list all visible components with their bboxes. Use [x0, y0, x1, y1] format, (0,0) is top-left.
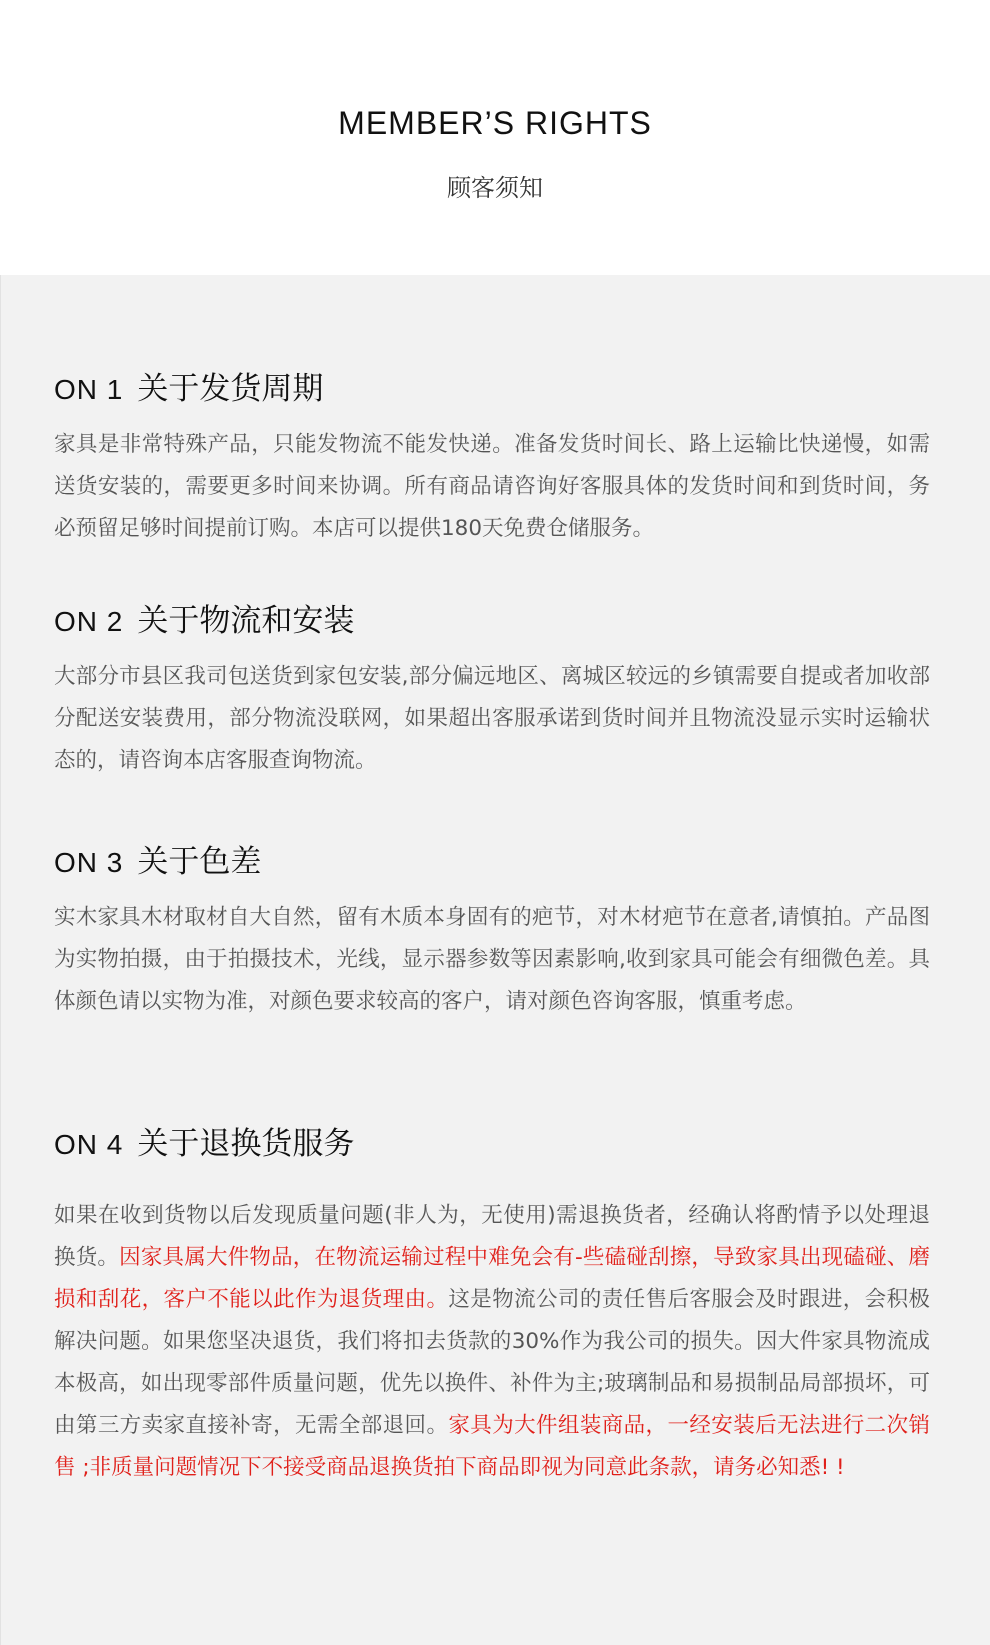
section-body: 实木家具木材取材自大自然，留有木质本身固有的疤节，对木材疤节在意者,请慎拍。产品图为实物拍摄，由于拍摄技术，光线，显示器参数等因素影响,收到家具可能会有细微色差。具体颜色请以实物为准，对颜色要求较高的客户，请对颜色咨询客服，慎重考虑。: [54, 905, 930, 1014]
section-number: ON 4: [54, 1129, 124, 1160]
section-title: 关于发货周期: [137, 371, 324, 407]
notice-panel: [0, 275, 990, 1645]
page-header: [0, 0, 990, 275]
body-text: 这是物流公司的责任售后客服会及时跟进，会积极解决问题。如果您坚决退货，我们将扣去货款的30%作为我公司的损失。因大件家具物流成本极高，如出现零部件质量问题，优先以换件、补件为主;玻璃制品和易损制品局部损坏，可由第三方卖家直接补寄，无需全部退回。: [54, 1287, 930, 1438]
section-number: ON 3: [54, 847, 124, 878]
section-body: [54, 1195, 930, 1489]
section-title: 关于色差: [137, 844, 262, 880]
section-number: ON 1: [54, 374, 124, 405]
section-heading: [54, 836, 934, 881]
section-heading: [54, 1118, 934, 1163]
body-text: 如果在收到货物以后发现质量问题(非人为，无使用)需退换货者，经确认将酌情予以处理退换货。: [54, 1203, 930, 1270]
highlighted-notice: 因家具属大件物品，在物流运输过程中难免会有-些磕碰刮擦，导致家具出现磕碰、磨损和刮花，客户不能以此作为退货理由。: [54, 1245, 930, 1312]
section-body: 家具是非常特殊产品，只能发物流不能发快递。准备发货时间长、路上运输比快递慢，如需送货安装的，需要更多时间来协调。所有商品请咨询好客服具体的发货时间和到货时间，务必预留足够时间提前订购。本店可以提供180天免费仓储服务。: [54, 432, 930, 541]
section-title: 关于退换货服务: [137, 1126, 355, 1162]
section-logistics-installation: [54, 595, 934, 782]
section-body: 大部分市县区我司包送货到家包安装,部分偏远地区、离城区较远的乡镇需要自提或者加收部分配送安装费用，部分物流没联网，如果超出客服承诺到货时间并且物流没显示实时运输状态的，请咨询本店客服查询物流。: [54, 664, 930, 773]
section-heading: [54, 363, 934, 408]
section-returns-exchange: [54, 1118, 934, 1489]
highlighted-notice: 家具为大件组装商品，一经安装后无法进行二次销售 ;非质量问题情况下不接受商品退换货拍下商品即视为同意此条款，请务必知悉! !: [54, 1413, 930, 1480]
section-title: 关于物流和安装: [137, 603, 355, 639]
section-color-difference: [54, 836, 934, 1023]
section-number: ON 2: [54, 606, 124, 637]
section-heading: [54, 595, 934, 640]
section-shipping-cycle: [54, 363, 934, 550]
page-title: MEMBER’S RIGHTS: [338, 105, 652, 141]
page-subtitle: 顾客须知: [447, 174, 543, 202]
